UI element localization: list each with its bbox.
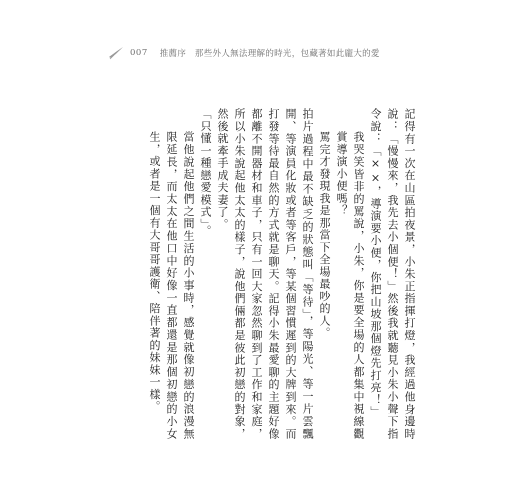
feather-ornament-icon [108, 45, 124, 61]
paragraph: 罵完才發現我是那當下全場最吵的人。 [318, 131, 331, 340]
paragraph: 記得有一次在山區拍夜景，小朱正指揮打燈，我經過他身邊時說：「慢慢來，我先去小個便！」然後我就聽見小朱小聲下指令說：「××，導演要小便，你把山坡那個燈先打亮！」 [369, 108, 416, 440]
chapter-title: 推薦序 那些外人無法理解的時光，包藏著如此龐大的愛 [159, 49, 380, 59]
paragraph: 我哭笑皆非的罵說，小朱，你是要全場的人都集中視線觀賞導演小便嗎？ [335, 131, 365, 440]
vertical-text-body [100, 108, 418, 440]
page-number: 007 [130, 48, 148, 58]
paragraph: 拍片過程中最不缺乏的狀態叫「等待」，等陽光、等一片雲飄開、等演員化妝或者等客戶，等某個習慣遲到的大牌到來。而打發等待最自然的方式就是聊天。記得小朱最愛聊的主題好像都離不開器材和車子，只有一回大家忽然聊到了工作和家庭，所以小朱說起他太太的樣子，說他們倆都是彼此初戀的對象，然後就牽手成夫妻了。 [216, 108, 314, 440]
running-header [108, 45, 380, 61]
paragraph: 當他說起他們之間生活的小事時，感覺就像初戀的浪漫無限延長，而太太在他口中好像一直都還是那個初戀的小女生，或者是一個有大哥哥護衛、陪伴著的妹妹一樣。 [148, 131, 195, 440]
paragraph: 「只懂一種戀愛模式」。 [199, 108, 212, 238]
